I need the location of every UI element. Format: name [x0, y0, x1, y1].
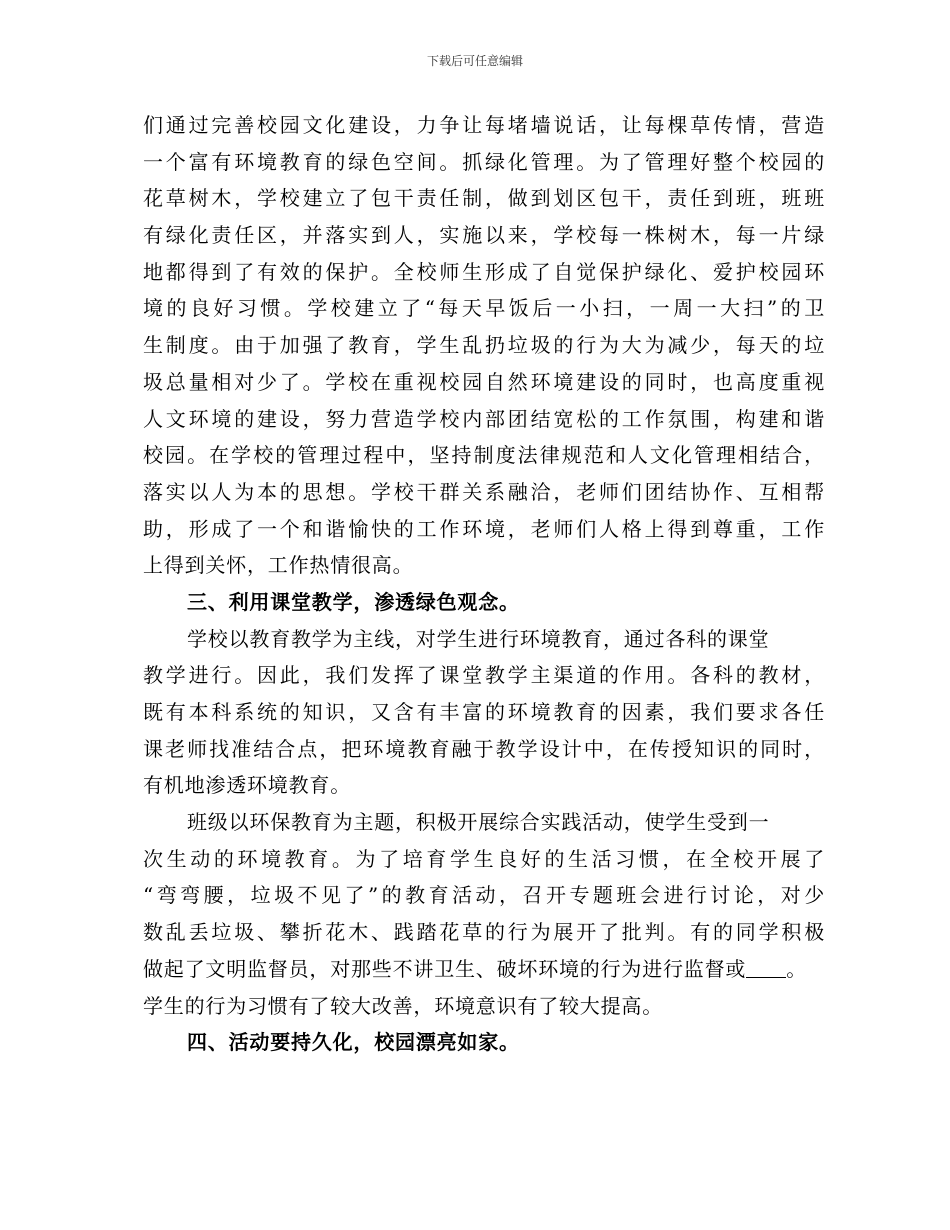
- text-segment: 做起了文明监督员，对那些不讲卫生、破坏环境的行为进行监督或: [143, 956, 747, 981]
- text-line: 生制度。由于加强了教育，学生乱扔垃圾的行为大为减少，每天的垃: [143, 333, 825, 358]
- page-header: 下载后可任意编辑: [426, 54, 523, 68]
- text-line: 校园。在学校的管理过程中，坚持制度法律规范和人文化管理相结合，: [143, 443, 825, 468]
- text-line: 落实以人为本的思想。学校干群关系融洽，老师们团结协作、互相帮: [143, 479, 825, 504]
- text-segment: 。: [786, 956, 808, 981]
- text-line: 圾总量相对少了。学校在重视校园自然环境建设的同时，也高度重视: [143, 369, 825, 394]
- text-line: 课老师找准结合点，把环境教育融于教学设计中，在传授知识的同时，: [143, 736, 825, 761]
- section-heading: 三、利用课堂教学，渗透绿色观念。: [187, 589, 520, 614]
- text-line: 既有本科系统的知识，又含有丰富的环境教育的因素，我们要求各任: [143, 700, 825, 724]
- fill-in-blank: [746, 957, 786, 978]
- text-line: 教学进行。因此，我们发挥了课堂教学主渠道的作用。各科的教材，: [143, 663, 825, 688]
- document-body: [143, 107, 825, 1061]
- text-line: 助，形成了一个和谐愉快的工作环境，老师们人格上得到尊重，工作: [143, 516, 825, 541]
- text-line: [143, 951, 825, 988]
- text-line: 有机地渗透环境教育。: [143, 773, 351, 798]
- text-line: 境的良好习惯。学校建立了“每天早饭后一小扫，一周一大扫”的卫: [143, 296, 825, 321]
- text-line: 班级以环保教育为主题，积极开展综合实践活动，使学生受到一: [187, 810, 770, 835]
- text-line: 次生动的环境教育。为了培育学生良好的生活习惯，在全校开展了: [143, 846, 825, 871]
- text-line: 数乱丢垃圾、攀折花木、践踏花草的行为展开了批判。有的同学积极: [143, 920, 825, 945]
- text-line: 们通过完善校园文化建设，力争让每堵墙说话，让每棵草传情，营造: [143, 113, 825, 137]
- text-line: 有绿化责任区，并落实到人，实施以来，学校每一株树木，每一片绿: [143, 223, 825, 248]
- text-line: 上得到关怀，工作热情很高。: [143, 553, 414, 578]
- text-line: 花草树木，学校建立了包干责任制，做到划区包干，责任到班，班班: [143, 186, 825, 211]
- text-line: 学校以教育教学为主线，对学生进行环境教育，通过各科的课堂: [187, 626, 770, 651]
- text-line: 人文环境的建设，努力营造学校内部团结宽松的工作氛围，构建和谐: [143, 406, 825, 431]
- section-heading: 四、活动要持久化，校园漂亮如家。: [187, 1030, 520, 1055]
- text-line: 地都得到了有效的保护。全校师生形成了自觉保护绿化、爱护校园环: [143, 259, 825, 284]
- text-line: 一个富有环境教育的绿色空间。抓绿化管理。为了管理好整个校园的: [143, 149, 825, 174]
- text-line: 学生的行为习惯有了较大改善，环境意识有了较大提高。: [143, 993, 663, 1018]
- text-line: “弯弯腰，垃圾不见了”的教育活动，召开专题班会进行讨论，对少: [143, 883, 825, 908]
